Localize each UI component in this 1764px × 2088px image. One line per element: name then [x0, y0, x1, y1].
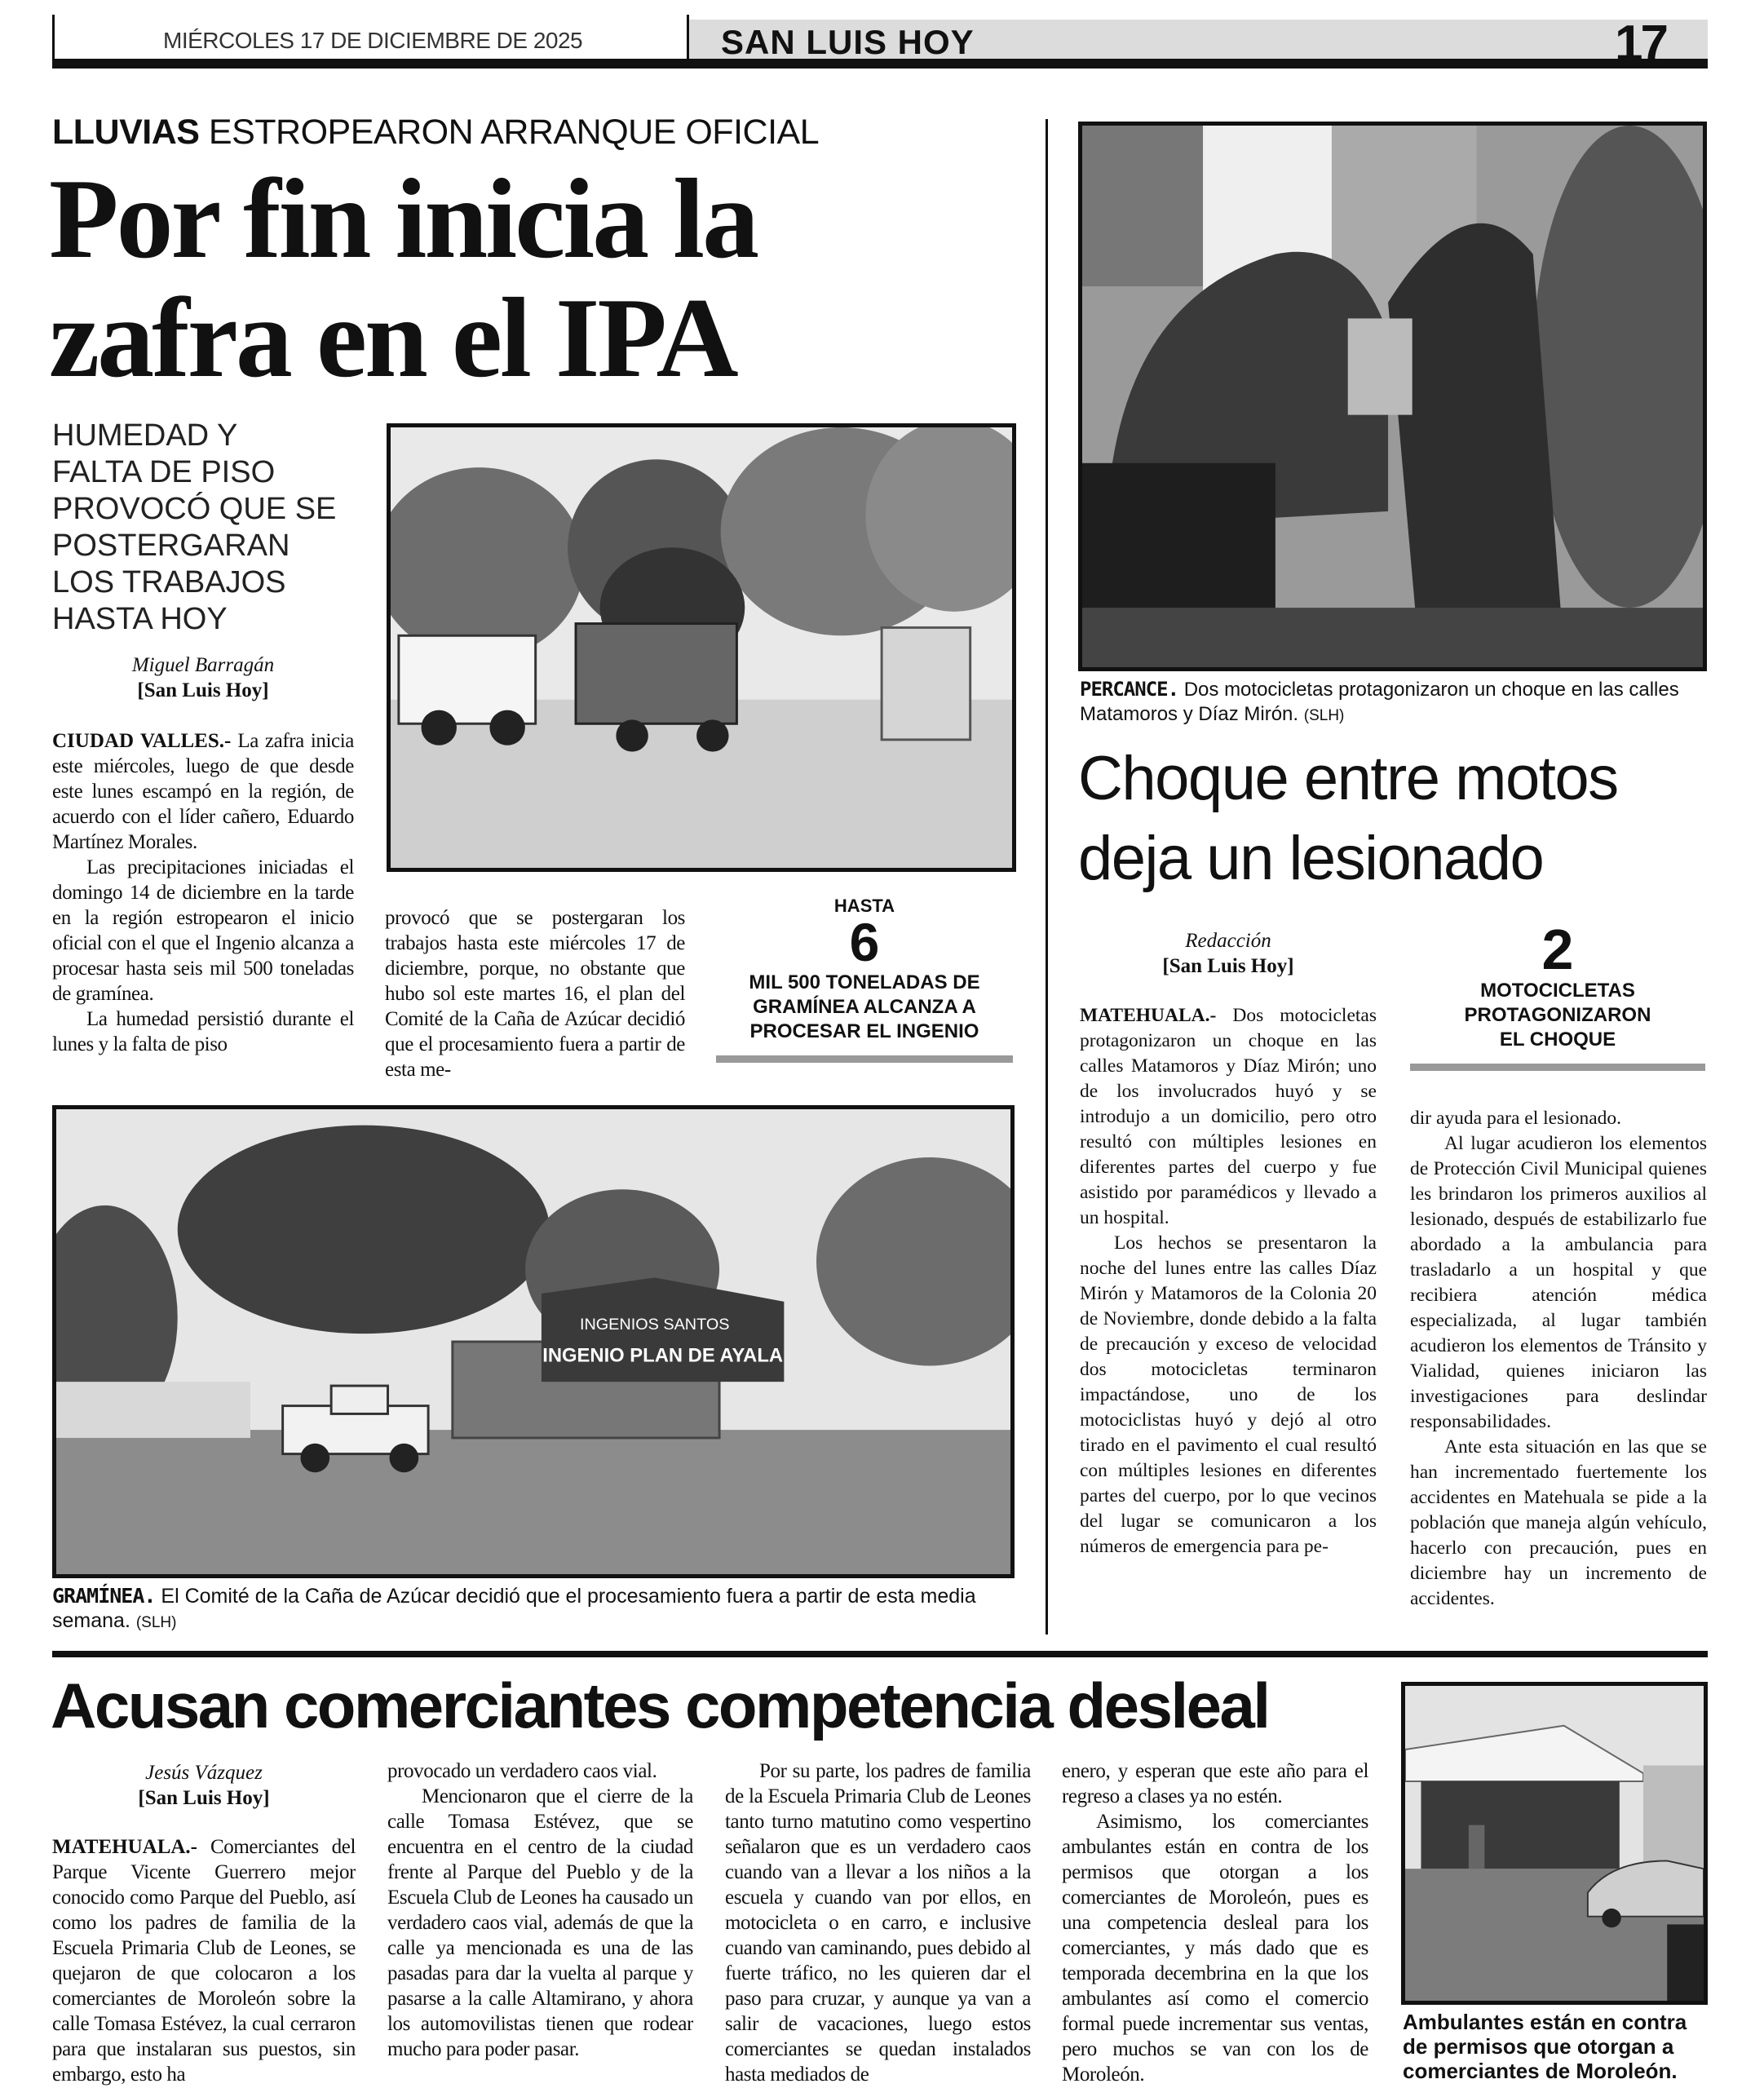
kicker-bold: LLUVIAS — [52, 113, 200, 152]
article1-column2 — [385, 905, 685, 1082]
headline-line: deja un lesionado — [1078, 824, 1544, 893]
article3-photo-caption: Ambulantes están en contra de permisos que otorgan a comerciantes de Moroleón. — [1403, 2010, 1687, 2083]
paragraph: dir ayuda para el lesionado. — [1410, 1108, 1622, 1129]
outlet: [San Luis Hoy] — [1162, 955, 1294, 977]
cane-truck-image — [391, 427, 1012, 868]
vendors-image — [1405, 1686, 1704, 2001]
paragraph: Por su parte, los padres de familia de la Escuela Primaria Club de Leones tanto turno matutino como vespertino señalaron que es un verdadero caos cuando van a llevar a los niños a la escuela y cuando van por ellos, en motocicleta o en carro, e inclusive cuando van caminando, pues debido al fuerte tráfico, no les quieren dar el paso para cruzar, y aunque ya van a salir de vacaciones, luego estos comerciantes se quedan instalados hasta mediados de — [725, 1760, 1031, 2086]
photo-ingenio-entrance — [52, 1105, 1015, 1578]
article3-headline: Acusan comerciantes competencia desleal — [51, 1670, 1269, 1741]
paragraph: Ante esta situación en las que se han incrementado fuertemente los accidentes en Matehuala se pide a la población que maneja algún vehículo, hacerlo con precaución, pues en diciembre hay un incremento de accidentes. — [1410, 1436, 1707, 1609]
newspaper-name: SAN LUIS HOY — [721, 23, 975, 61]
section-rule — [52, 1651, 1708, 1657]
dateline: MATEHUALA.- — [1080, 1005, 1217, 1026]
paragraph: enero, y esperan que este año para el regreso a clases ya no estén. — [1062, 1760, 1368, 1807]
author: Jesús Vázquez — [145, 1762, 263, 1784]
headline-line: zafra en el IPA — [49, 275, 736, 401]
paragraph: Los hechos se presentaron la noche del lunes entre las calles Díaz Mirón y Matamoros de la Colonia 20 de Noviembre, donde debido a la falta de precaución y exceso de velocidad dos motocicletas terminaron impactándose, uno de los motociclistas huyó y dejó al otro tirado en el pavimento el cual resultó con múltiples lesiones en diferentes partes del cuerpo, por lo que vecinos del lugar se comunicaron a los números de emergencia para pe- — [1080, 1232, 1377, 1557]
author: Miguel Barragán — [131, 654, 275, 676]
ingenio-image — [56, 1109, 1010, 1574]
header-date: MIÉRCOLES 17 DE DICIEMBRE DE 2025 — [163, 28, 583, 53]
article2-pull-quote — [1410, 920, 1705, 1071]
outlet: [San Luis Hoy] — [137, 679, 269, 701]
paragraph: Mencionaron que el cierre de la calle Tomasa Estévez, que se encuentra en el centro de la ciudad frente al Parque del Pueblo y de la Escuela Club de Leones ha causado un verdadero caos vial, además de que la calle ya mencionada es una de las pasadas para dar la vuelta al parque y pasarse a la calle Altamirano, y ahora los automovilistas tienen que rodear mucho para poder pasar. — [387, 1785, 693, 2060]
article2-photo-caption — [1080, 677, 1712, 728]
pull-number: 6 — [849, 912, 880, 972]
outlet: [San Luis Hoy] — [138, 1787, 270, 1809]
photo-cane-truck — [387, 423, 1016, 872]
article1-photo-caption — [52, 1584, 1015, 1635]
paragraph: Asimismo, los comerciantes ambulantes están en contra de los permisos que otorgan a los comerciantes de Moroleón, pues es una competencia desleal para los comerciantes, y más dado que es temporada decembrina en la que los ambulantes así como el comercio formal puede incrementar sus ventas, pero muchos se van con los de Moroleón. — [1062, 1811, 1368, 2086]
paragraph: provocó que se postergaran los trabajos hasta este miércoles 17 de diciembre, porque, no obstante que hubo sol este martes 16, el plan del Comité de la Caña de Azúcar decidió que el procesamiento fuera a partir de esta me- — [385, 907, 685, 1081]
article3-column3 — [725, 1758, 1031, 2088]
pull-text: MIL 500 TONELADAS DE GRAMÍNEA ALCANZA A PROCESAR EL INGENIO — [749, 971, 980, 1042]
paragraph: La zafra inicia este miércoles, luego de que desde este lunes escampó en la región, de acuerdo con el líder cañero, Eduardo Martínez Morales. — [52, 730, 354, 853]
subhead-line: LOS TRABAJOS — [52, 565, 286, 599]
caption-text: El Comité de la Caña de Azúcar decidió que el procesamiento fuera a partir de esta media semana. — [52, 1585, 976, 1632]
subhead-line: HUMEDAD Y — [52, 418, 238, 453]
photo-motorcycle-accident — [1078, 122, 1707, 671]
accident-image — [1082, 126, 1703, 667]
pull-number: 2 — [1541, 918, 1574, 981]
photo-street-vendors — [1401, 1682, 1708, 2005]
article1-subhead — [52, 418, 336, 638]
paragraph: La humedad persistió durante el lunes y la falta de piso — [52, 1008, 354, 1055]
subhead-line: POSTERGARAN — [52, 529, 290, 563]
sign-top-text: INGENIOS SANTOS — [579, 1316, 730, 1334]
paragraph: Al lugar acudieron los elementos de Protección Civil Municipal quienes les brindaron los primeros auxilios al lesionado, después de estabilizarlo fue abordado a la ambulancia para trasladarlo a un hospital y que recibiera atención médica especializada, al lugar también acudieron los elementos de Tránsito y Vialidad, quienes iniciaron las investigaciones para deslindar responsabilidades. — [1410, 1133, 1707, 1432]
subhead-line: PROVOCÓ QUE SE — [52, 492, 337, 526]
headline-line: Choque entre motos — [1078, 744, 1618, 813]
kicker-rest: ESTROPEARON ARRANQUE OFICIAL — [208, 113, 820, 152]
article1-column1 — [52, 728, 354, 1082]
article1-kicker — [52, 113, 819, 153]
author: Redacción — [1185, 930, 1271, 952]
pull-text: MOTOCICLETAS PROTAGONIZARON EL CHOQUE — [1464, 980, 1651, 1051]
pull-pre: HASTA — [833, 896, 895, 916]
pull-rule — [1410, 1064, 1705, 1071]
dateline: CIUDAD VALLES.- — [52, 730, 232, 752]
subhead-line: FALTA DE PISO — [52, 455, 276, 489]
caption-label: PERCANCE. — [1080, 678, 1179, 701]
paragraph: Dos motocicletas protagonizaron un choque en las calles Matamoros y Díaz Mirón; uno de los involucrados huyó y se introdujo a un domicilio, pero otro resultó con múltiples lesiones en diferentes partes del cuerpo y fue asistido por paramédicos y llevado a un hospital. — [1080, 1005, 1377, 1228]
headline-line: Por fin inicia la — [49, 156, 758, 282]
article2-column1 — [1080, 1003, 1377, 1635]
article3-column1 — [52, 1834, 356, 2088]
article2-column2 — [1410, 1106, 1707, 1636]
pull-rule — [716, 1055, 1013, 1063]
sign-main-text: INGENIO PLAN DE AYALA — [542, 1345, 784, 1367]
caption-credit: (SLH) — [135, 1614, 177, 1631]
article3-byline — [52, 1760, 356, 1811]
paragraph: Las precipitaciones iniciadas el domingo 14 de diciembre en la tarde en la región estropearon el inicio oficial con el que el Ingenio alcanza a procesar hasta seis mil 500 toneladas de gramínea. — [52, 856, 354, 1005]
dateline: MATEHUALA.- — [52, 1836, 198, 1858]
caption-credit: (SLH) — [1303, 707, 1345, 724]
article2-byline — [1080, 928, 1377, 979]
caption-label: GRAMÍNEA. — [52, 1584, 156, 1608]
article2-headline — [1078, 739, 1618, 899]
article1-headline — [49, 156, 758, 401]
article3-column4 — [1062, 1758, 1368, 2088]
column-divider — [1046, 119, 1048, 1635]
subhead-line: HASTA HOY — [52, 602, 228, 636]
caption-text: Dos motocicletas protagonizaron un choque en las calles Matamoros y Díaz Mirón. — [1080, 679, 1679, 725]
paragraph: Comerciantes del Parque Vicente Guerrero mejor conocido como Parque del Pueblo, así como los padres de familia de la Escuela Primaria Club de Leones, se quejaron de que colocaron a los comerciantes de Moroleón sobre la calle Tomasa Estévez, la cual cerraron para que instalaran sus puestos, sin embargo, esto ha — [52, 1836, 356, 2086]
paragraph: provocado un verdadero caos vial. — [387, 1760, 657, 1782]
article3-column2 — [387, 1758, 693, 2088]
article1-byline — [52, 652, 354, 703]
article1-pull-quote — [716, 896, 1013, 1063]
page-number: 17 — [1615, 15, 1666, 72]
